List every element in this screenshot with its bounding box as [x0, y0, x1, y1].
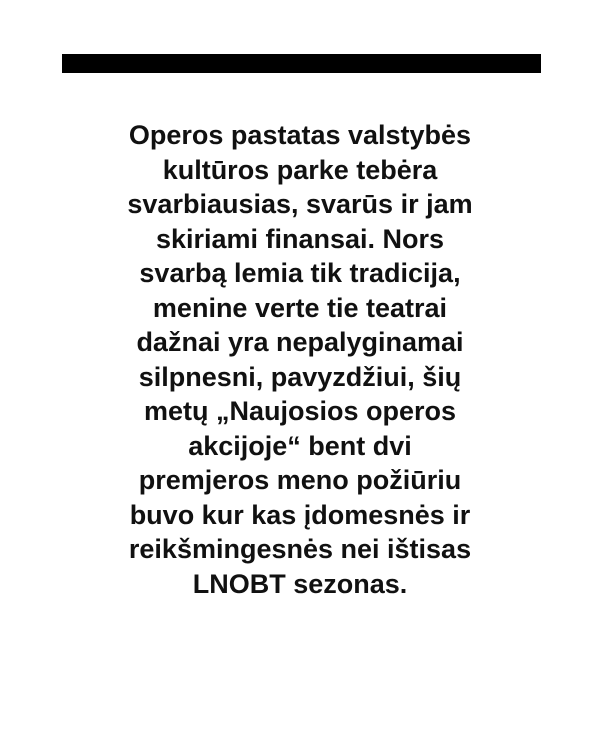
quote-line: premjeros meno požiūriu — [138, 465, 462, 495]
quote-line: skiriami finansai. Nors — [155, 223, 445, 254]
quote-line: silpnesni, pavyzdžiui, šių — [138, 361, 462, 392]
quote-line: akcijoje“ bent dvi — [188, 430, 412, 461]
quote-line: Operos pastatas valstybės — [128, 120, 472, 150]
quote-line: reikšmingesnės nei ištisas — [128, 534, 472, 564]
quote-line: svarbą lemia tik tradicija, — [139, 258, 461, 288]
quote-line: LNOBT sezonas. — [192, 568, 408, 599]
decorative-rule — [62, 54, 541, 73]
quote-line: kultūros parke tebėra — [162, 154, 438, 185]
quote-line: menine verte tie teatrai — [152, 292, 448, 323]
pull-quote — [40, 118, 560, 601]
quote-line: dažnai yra nepalyginamai — [136, 327, 464, 357]
quote-line: buvo kur kas įdomesnės ir — [129, 499, 471, 530]
quote-line: svarbiausias, svarūs ir jam — [127, 189, 473, 219]
quote-line: metų „Naujosios operos — [143, 396, 457, 426]
